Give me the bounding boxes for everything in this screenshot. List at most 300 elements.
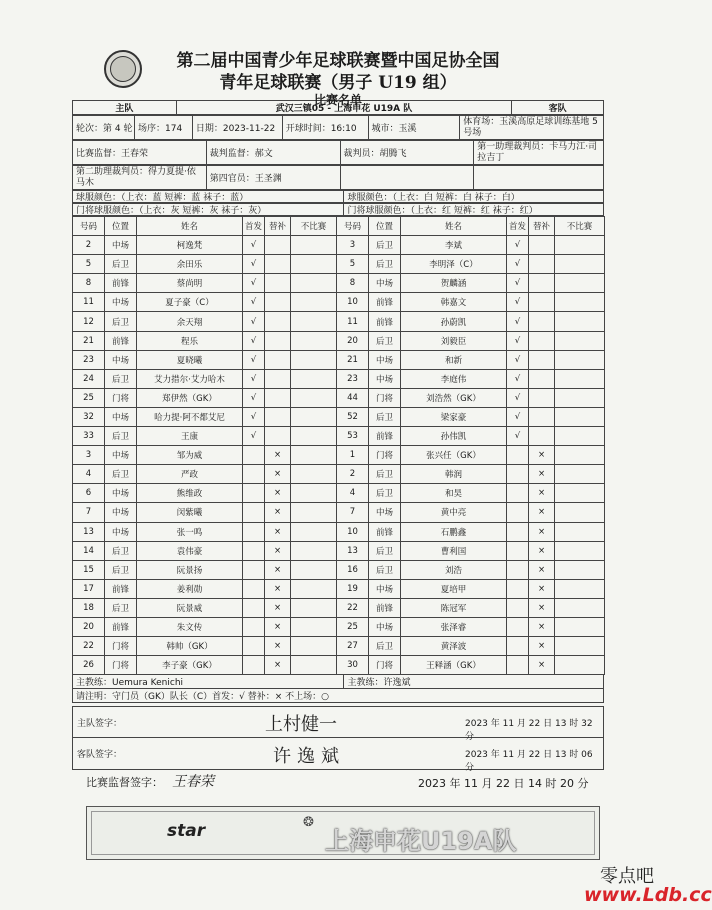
- away-player-number: 11: [337, 312, 369, 331]
- home-player-sub: ×: [265, 503, 291, 522]
- away-player-sub: ×: [529, 541, 555, 560]
- away-player-position: 门将: [369, 656, 401, 675]
- away-player-position: 前锋: [369, 427, 401, 446]
- away-player-sub: [529, 255, 555, 274]
- table-row: [73, 427, 605, 446]
- home-player-name: 朱文传: [137, 617, 243, 636]
- title-line-3: 比赛名单: [313, 93, 362, 107]
- home-player-number: 33: [73, 427, 105, 446]
- home-player-sub: ×: [265, 465, 291, 484]
- away-player-start: √: [507, 293, 529, 312]
- home-player-number: 5: [73, 255, 105, 274]
- home-player-unused: [291, 369, 337, 388]
- home-player-position: 中场: [105, 236, 137, 255]
- away-player-number: 44: [337, 388, 369, 407]
- home-player-start: √: [243, 407, 265, 426]
- home-player-position: 后卫: [105, 465, 137, 484]
- away-player-number: 7: [337, 503, 369, 522]
- table-row: [73, 369, 605, 388]
- away-player-sub: [529, 236, 555, 255]
- away-player-name: 梁家豪: [401, 407, 507, 426]
- away-player-unused: [555, 465, 605, 484]
- home-player-position: 中场: [105, 522, 137, 541]
- teams-line: 武汉三镇05 - 上海申花 U19A 队: [177, 101, 512, 115]
- away-player-position: 后卫: [369, 236, 401, 255]
- home-player-number: 18: [73, 598, 105, 617]
- home-player-name: 韩帅（GK）: [137, 637, 243, 656]
- away-player-unused: [555, 503, 605, 522]
- away-player-unused: [555, 331, 605, 350]
- match-info: [72, 100, 604, 216]
- home-player-start: √: [243, 255, 265, 274]
- away-player-sub: ×: [529, 656, 555, 675]
- home-player-number: 11: [73, 293, 105, 312]
- table-row: [73, 579, 605, 598]
- supervisor: 比赛监督：王春荣: [73, 141, 207, 165]
- away-player-number: 13: [337, 541, 369, 560]
- away-player-start: √: [507, 312, 529, 331]
- home-player-sub: [265, 255, 291, 274]
- home-player-unused: [291, 427, 337, 446]
- table-row: [73, 637, 605, 656]
- away-player-start: [507, 617, 529, 636]
- away-player-number: 20: [337, 331, 369, 350]
- away-player-name: 陈冠军: [401, 598, 507, 617]
- home-player-number: 8: [73, 274, 105, 293]
- home-player-position: 门将: [105, 637, 137, 656]
- table-row: [73, 350, 605, 369]
- home-player-position: 前锋: [105, 274, 137, 293]
- city: 城市：玉溪: [369, 116, 461, 140]
- home-player-name: 哈力提·阿不都艾尼: [137, 407, 243, 426]
- table-row: [73, 293, 605, 312]
- away-player-unused: [555, 560, 605, 579]
- home-player-number: 4: [73, 465, 105, 484]
- home-player-number: 7: [73, 503, 105, 522]
- away-player-name: 石鹏鑫: [401, 522, 507, 541]
- header-pos: 位置: [369, 217, 401, 236]
- home-player-start: [243, 637, 265, 656]
- team-watermark: 上海申花U19A队: [325, 827, 517, 855]
- table-row: [73, 503, 605, 522]
- home-player-start: [243, 503, 265, 522]
- away-player-name: 李斌: [401, 236, 507, 255]
- away-kit: 球服颜色：（上衣：白 短裤：白 袜子：白）: [344, 191, 604, 203]
- home-player-sub: ×: [265, 598, 291, 617]
- away-player-number: 16: [337, 560, 369, 579]
- home-player-start: √: [243, 388, 265, 407]
- home-player-position: 后卫: [105, 255, 137, 274]
- away-player-sub: [529, 274, 555, 293]
- away-player-name: 王释涵（GK）: [401, 656, 507, 675]
- home-player-sub: [265, 293, 291, 312]
- home-player-name: 阮景威: [137, 598, 243, 617]
- home-signature-label: 主队签字：: [77, 719, 123, 729]
- home-player-sub: ×: [265, 637, 291, 656]
- title-line-2: 青年足球联赛（男子 U19 组）: [219, 73, 457, 93]
- away-player-unused: [555, 446, 605, 465]
- away-player-name: 曹利国: [401, 541, 507, 560]
- home-player-position: 中场: [105, 503, 137, 522]
- away-player-number: 30: [337, 656, 369, 675]
- away-player-number: 10: [337, 293, 369, 312]
- table-row: [73, 560, 605, 579]
- home-player-unused: [291, 598, 337, 617]
- header-sub: 替补: [265, 217, 291, 236]
- away-player-unused: [555, 617, 605, 636]
- home-player-sub: ×: [265, 656, 291, 675]
- home-player-name: 艾力措尔·艾力哈木: [137, 369, 243, 388]
- home-player-number: 14: [73, 541, 105, 560]
- home-player-start: [243, 598, 265, 617]
- home-player-sub: [265, 312, 291, 331]
- table-row: [73, 236, 605, 255]
- home-player-start: [243, 560, 265, 579]
- away-player-name: 张兴任（GK）: [401, 446, 507, 465]
- away-player-number: 22: [337, 598, 369, 617]
- away-player-name: 刘浩然（GK）: [401, 388, 507, 407]
- away-player-start: √: [507, 236, 529, 255]
- away-player-name: 孙伟凯: [401, 427, 507, 446]
- away-player-sub: ×: [529, 579, 555, 598]
- home-player-start: [243, 541, 265, 560]
- home-player-start: √: [243, 427, 265, 446]
- table-row: [73, 598, 605, 617]
- home-player-number: 21: [73, 331, 105, 350]
- away-player-sub: ×: [529, 484, 555, 503]
- home-player-unused: [291, 617, 337, 636]
- away-player-unused: [555, 541, 605, 560]
- home-player-unused: [291, 331, 337, 350]
- home-player-unused: [291, 236, 337, 255]
- away-player-unused: [555, 388, 605, 407]
- home-label: 主队: [73, 101, 177, 115]
- home-player-unused: [291, 407, 337, 426]
- table-row: [73, 312, 605, 331]
- home-player-number: 32: [73, 407, 105, 426]
- home-player-name: 蔡尚明: [137, 274, 243, 293]
- away-player-unused: [555, 656, 605, 675]
- assistant-referee-1: 第一助理裁判员：卡马力江·司拉吉丁: [474, 141, 604, 165]
- fourth-official: 第四官员：王圣渊: [207, 166, 341, 190]
- home-player-name: 夏子豪（C）: [137, 293, 243, 312]
- table-row: [73, 388, 605, 407]
- supervisor-signature-time: 2023 年 11 月 22 日 14 时 20 分: [418, 777, 589, 790]
- title-line-1: 第二届中国青少年足球联赛暨中国足协全国: [176, 51, 500, 71]
- away-signature-row: [72, 738, 604, 773]
- away-player-unused: [555, 293, 605, 312]
- away-player-number: 53: [337, 427, 369, 446]
- away-player-start: [507, 560, 529, 579]
- home-player-position: 中场: [105, 350, 137, 369]
- away-player-name: 李明泽（C）: [401, 255, 507, 274]
- home-player-position: 中场: [105, 446, 137, 465]
- home-player-name: 郑伊然（GK）: [137, 388, 243, 407]
- home-player-number: 13: [73, 522, 105, 541]
- away-player-name: 张泽睿: [401, 617, 507, 636]
- away-player-position: 门将: [369, 446, 401, 465]
- venue: 体育场：玉溪高原足球训练基地 5 号场: [460, 116, 604, 140]
- away-player-sub: ×: [529, 637, 555, 656]
- away-player-name: 夏培甲: [401, 579, 507, 598]
- home-player-number: 3: [73, 446, 105, 465]
- away-player-number: 10: [337, 522, 369, 541]
- home-player-name: 阮景扬: [137, 560, 243, 579]
- away-player-sub: ×: [529, 560, 555, 579]
- assistant-referee-2: 第二助理裁判员：得力夏提·依马木: [73, 166, 207, 190]
- home-player-number: 2: [73, 236, 105, 255]
- supervisor-signature-label: 比赛监督签字：: [86, 776, 163, 789]
- home-player-name: 熊维政: [137, 484, 243, 503]
- away-player-start: √: [507, 331, 529, 350]
- home-player-name: 程乐: [137, 331, 243, 350]
- home-player-name: 袁伟豪: [137, 541, 243, 560]
- home-coach: 主教练：Uemura Kenichi: [73, 675, 344, 689]
- away-signature-label: 客队签字：: [77, 750, 123, 760]
- table-row: [73, 446, 605, 465]
- away-player-position: 中场: [369, 350, 401, 369]
- home-player-sub: [265, 427, 291, 446]
- home-player-start: [243, 446, 265, 465]
- home-player-position: 中场: [105, 484, 137, 503]
- away-player-number: 8: [337, 274, 369, 293]
- home-player-name: 余田乐: [137, 255, 243, 274]
- home-player-position: 前锋: [105, 579, 137, 598]
- home-player-position: 后卫: [105, 598, 137, 617]
- home-player-number: 12: [73, 312, 105, 331]
- table-row: [73, 331, 605, 350]
- header-name: 姓名: [137, 217, 243, 236]
- away-player-number: 52: [337, 407, 369, 426]
- home-player-start: √: [243, 312, 265, 331]
- away-player-position: 后卫: [369, 331, 401, 350]
- away-player-name: 刘毅臣: [401, 331, 507, 350]
- away-gk-kit: 门将球服颜色：（上衣：红 短裤：红 袜子：红）: [344, 204, 604, 216]
- home-player-start: √: [243, 236, 265, 255]
- home-player-start: [243, 484, 265, 503]
- away-player-unused: [555, 255, 605, 274]
- away-player-sub: [529, 427, 555, 446]
- round: 轮次：第 4 轮: [73, 116, 135, 140]
- away-player-start: [507, 579, 529, 598]
- home-player-unused: [291, 293, 337, 312]
- away-player-name: 韩润: [401, 465, 507, 484]
- kickoff-time: 开球时间：16:10: [283, 116, 369, 140]
- home-player-sub: [265, 274, 291, 293]
- home-player-name: 姜利勋: [137, 579, 243, 598]
- home-player-sub: ×: [265, 560, 291, 579]
- home-player-position: 门将: [105, 388, 137, 407]
- away-player-position: 中场: [369, 369, 401, 388]
- home-player-unused: [291, 637, 337, 656]
- home-player-number: 26: [73, 656, 105, 675]
- home-player-unused: [291, 560, 337, 579]
- away-player-position: 后卫: [369, 541, 401, 560]
- home-player-unused: [291, 656, 337, 675]
- away-player-name: 贺麟涵: [401, 274, 507, 293]
- away-player-start: [507, 522, 529, 541]
- away-player-sub: [529, 350, 555, 369]
- away-player-position: 门将: [369, 388, 401, 407]
- home-player-start: [243, 465, 265, 484]
- away-player-sub: ×: [529, 503, 555, 522]
- header-pos: 位置: [105, 217, 137, 236]
- away-player-position: 前锋: [369, 522, 401, 541]
- home-player-unused: [291, 465, 337, 484]
- home-player-sub: [265, 407, 291, 426]
- home-player-name: 严政: [137, 465, 243, 484]
- away-player-number: 27: [337, 637, 369, 656]
- home-player-start: [243, 656, 265, 675]
- home-player-position: 后卫: [105, 427, 137, 446]
- away-player-name: 刘浩: [401, 560, 507, 579]
- away-player-position: 前锋: [369, 598, 401, 617]
- away-player-position: 后卫: [369, 484, 401, 503]
- away-player-unused: [555, 484, 605, 503]
- supervisor-signature: 王春荣: [172, 774, 214, 790]
- away-player-sub: [529, 407, 555, 426]
- away-player-number: 21: [337, 350, 369, 369]
- header-start: 首发: [507, 217, 529, 236]
- away-player-unused: [555, 637, 605, 656]
- away-player-start: √: [507, 407, 529, 426]
- away-player-sub: ×: [529, 617, 555, 636]
- match-sheet: [72, 8, 604, 703]
- away-signature-time: 2023 年 11 月 22 日 13 时 06 分: [465, 750, 593, 773]
- away-player-position: 前锋: [369, 293, 401, 312]
- away-player-start: √: [507, 369, 529, 388]
- coaches-row: [72, 675, 604, 689]
- header-start: 首发: [243, 217, 265, 236]
- home-player-number: 25: [73, 388, 105, 407]
- away-player-name: 韩嘉文: [401, 293, 507, 312]
- away-player-unused: [555, 579, 605, 598]
- home-player-name: 张一鸣: [137, 522, 243, 541]
- home-player-sub: ×: [265, 541, 291, 560]
- home-player-number: 20: [73, 617, 105, 636]
- away-player-sub: ×: [529, 598, 555, 617]
- home-player-start: √: [243, 293, 265, 312]
- away-player-sub: ×: [529, 446, 555, 465]
- home-player-sub: ×: [265, 446, 291, 465]
- away-player-position: 后卫: [369, 255, 401, 274]
- home-signature-time: 2023 年 11 月 22 日 13 时 32 分: [465, 719, 593, 742]
- home-player-name: 夏晓曦: [137, 350, 243, 369]
- away-player-name: 孙蔚凯: [401, 312, 507, 331]
- away-player-sub: ×: [529, 465, 555, 484]
- brand-logo: star: [167, 821, 206, 841]
- away-player-start: √: [507, 388, 529, 407]
- home-player-position: 后卫: [105, 541, 137, 560]
- table-row: [73, 522, 605, 541]
- away-player-start: [507, 541, 529, 560]
- away-player-number: 23: [337, 369, 369, 388]
- header-unused: 不比赛: [291, 217, 337, 236]
- home-gk-kit: 门将球服颜色：（上衣：灰 短裤：灰 袜子：灰）: [73, 204, 344, 216]
- away-coach: 主教练：许逸斌: [344, 675, 604, 689]
- away-player-start: √: [507, 427, 529, 446]
- away-player-start: √: [507, 350, 529, 369]
- header-unused: 不比赛: [555, 217, 605, 236]
- home-player-position: 前锋: [105, 331, 137, 350]
- home-player-name: 余天翔: [137, 312, 243, 331]
- site-watermark-name: 零点吧: [600, 866, 654, 887]
- home-player-name: 王康: [137, 427, 243, 446]
- table-row: [73, 255, 605, 274]
- away-label: 客队: [512, 101, 604, 115]
- table-row: [73, 274, 605, 293]
- home-player-number: 6: [73, 484, 105, 503]
- away-player-number: 4: [337, 484, 369, 503]
- away-player-number: 19: [337, 579, 369, 598]
- footer-banner: [86, 806, 600, 860]
- away-player-start: [507, 446, 529, 465]
- away-player-number: 25: [337, 617, 369, 636]
- table-row: [73, 656, 605, 675]
- away-player-sub: [529, 331, 555, 350]
- shenhua-logo-icon: ❂: [303, 815, 314, 830]
- home-player-number: 22: [73, 637, 105, 656]
- away-player-unused: [555, 236, 605, 255]
- away-player-number: 1: [337, 446, 369, 465]
- home-player-position: 门将: [105, 656, 137, 675]
- away-player-unused: [555, 312, 605, 331]
- away-player-name: 和新: [401, 350, 507, 369]
- away-player-number: 2: [337, 465, 369, 484]
- home-player-sub: [265, 388, 291, 407]
- away-player-unused: [555, 274, 605, 293]
- away-player-start: [507, 484, 529, 503]
- home-player-unused: [291, 350, 337, 369]
- away-player-start: [507, 656, 529, 675]
- home-signature-row: [72, 706, 604, 742]
- home-player-position: 后卫: [105, 560, 137, 579]
- home-player-name: 闵紫曦: [137, 503, 243, 522]
- home-player-sub: [265, 350, 291, 369]
- away-signature: 许逸斌: [273, 746, 345, 767]
- match-date: 日期：2023-11-22: [193, 116, 283, 140]
- away-player-start: [507, 598, 529, 617]
- home-player-start: [243, 522, 265, 541]
- away-player-position: 前锋: [369, 312, 401, 331]
- table-header-row: [73, 217, 605, 236]
- away-player-sub: ×: [529, 522, 555, 541]
- home-player-position: 后卫: [105, 312, 137, 331]
- home-player-start: √: [243, 331, 265, 350]
- header-no: 号码: [73, 217, 105, 236]
- away-player-start: [507, 503, 529, 522]
- home-signature: 上村健一: [265, 714, 337, 735]
- away-player-name: 黄泽波: [401, 637, 507, 656]
- away-player-unused: [555, 350, 605, 369]
- home-player-name: 邹为威: [137, 446, 243, 465]
- home-player-name: 李子豪（GK）: [137, 656, 243, 675]
- home-player-unused: [291, 446, 337, 465]
- home-player-sub: [265, 369, 291, 388]
- home-player-sub: [265, 236, 291, 255]
- home-player-unused: [291, 312, 337, 331]
- home-player-position: 中场: [105, 407, 137, 426]
- away-player-number: 3: [337, 236, 369, 255]
- home-player-number: 15: [73, 560, 105, 579]
- away-player-name: 黄中亮: [401, 503, 507, 522]
- home-player-start: √: [243, 350, 265, 369]
- table-row: [73, 617, 605, 636]
- away-player-sub: [529, 312, 555, 331]
- legend-row: [72, 689, 604, 703]
- home-player-sub: ×: [265, 484, 291, 503]
- home-player-number: 24: [73, 369, 105, 388]
